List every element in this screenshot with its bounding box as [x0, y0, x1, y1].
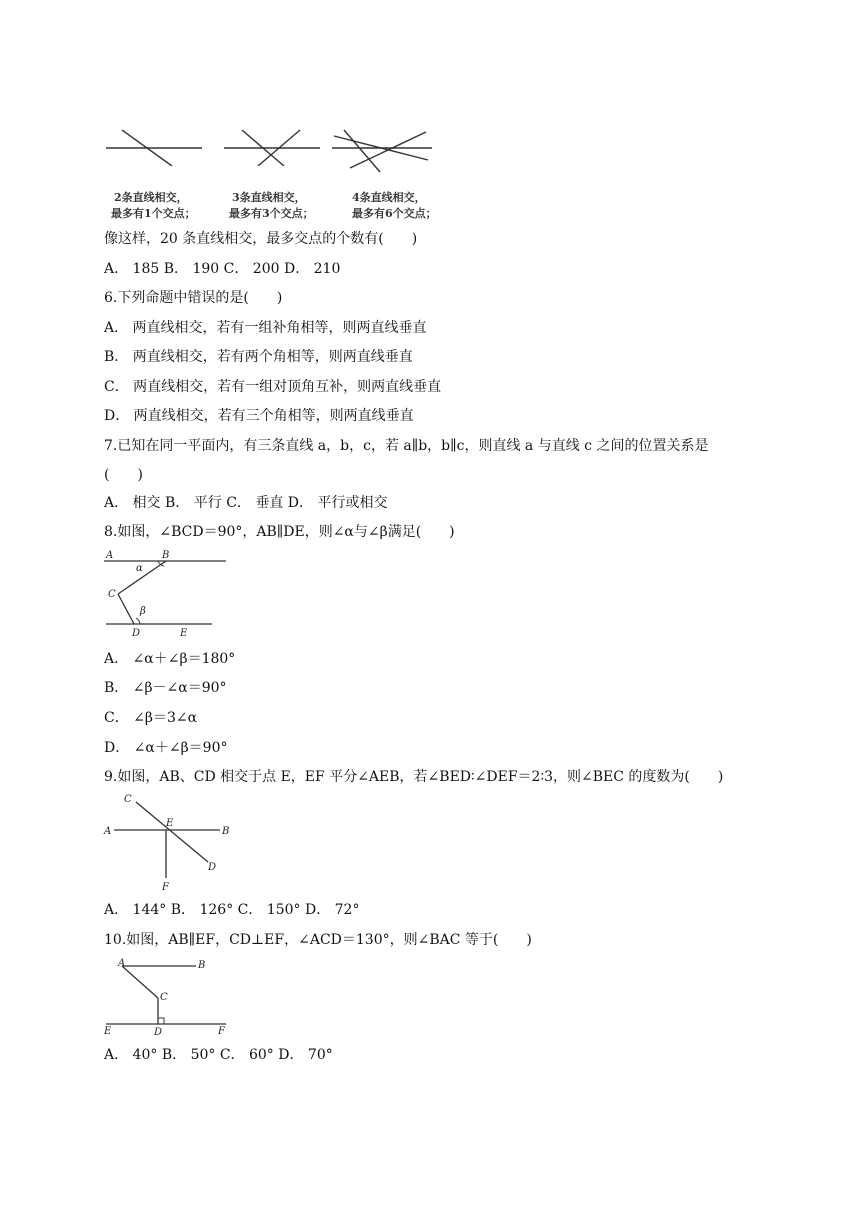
- q8-figure: [100, 546, 230, 640]
- q10-label-c: C: [160, 992, 168, 1003]
- q9-label-b: B: [222, 826, 230, 837]
- q8-option-a: A． ∠α＋∠β＝180°: [104, 651, 236, 667]
- q9-label-a: A: [104, 826, 112, 837]
- q5-figure-2-caption-line1: 3条直线相交，: [232, 191, 306, 204]
- q10-label-e: E: [104, 1026, 112, 1036]
- q7-options: A． 相交 B． 平行 C． 垂直 D． 平行或相交: [104, 495, 388, 511]
- q10-options: A． 40° B． 50° C． 60° D． 70°: [104, 1047, 333, 1063]
- q8-stem: 8.如图，∠BCD＝90°，AB∥DE，则∠α与∠β满足( ): [104, 524, 455, 540]
- q9-options: A． 144° B． 126° C． 150° D． 72°: [104, 902, 360, 918]
- q10-label-a: A: [118, 958, 126, 969]
- q6-option-a: A． 两直线相交，若有一组补角相等，则两直线垂直: [104, 320, 427, 336]
- q10-label-d: D: [154, 1027, 163, 1036]
- q9-label-f: F: [162, 882, 169, 893]
- q8-label-alpha: α: [136, 563, 143, 574]
- q9-figure: [100, 790, 232, 894]
- q10-label-b: B: [198, 960, 206, 971]
- q6-option-d: D． 两直线相交，若有三个角相等，则两直线垂直: [104, 408, 414, 424]
- q6-stem: 6.下列命题中错误的是( ): [104, 290, 283, 306]
- q8-label-b: B: [162, 550, 170, 561]
- q9-label-c: C: [124, 794, 132, 805]
- q5-options: A． 185 B． 190 C． 200 D． 210: [104, 261, 341, 277]
- q9-label-d: D: [208, 862, 217, 873]
- q5-figure-four-lines: [330, 126, 434, 174]
- q9-stem: 9.如图，AB、CD 相交于点 E，EF 平分∠AEB，若∠BED∶∠DEF＝2∶3，则∠BEC 的度数为( ): [104, 769, 724, 785]
- q7-stem-line2: ( ): [104, 467, 143, 483]
- q5-question-text: 像这样，20 条直线相交，最多交点的个数有( ): [104, 231, 418, 247]
- q8-label-e: E: [180, 628, 188, 639]
- q8-option-b: B． ∠β－∠α＝90°: [104, 680, 227, 696]
- q10-figure: [100, 954, 232, 1036]
- q5-figure-1-caption-line1: 2条直线相交，: [114, 191, 188, 204]
- q5-figure-2-caption-line2: 最多有3个交点；: [229, 207, 314, 220]
- q7-stem-line1: 7.已知在同一平面内，有三条直线 a，b，c，若 a∥b，b∥c，则直线 a 与直线 c 之间的位置关系是: [104, 438, 709, 454]
- q8-label-c: C: [108, 589, 116, 600]
- q8-label-a: A: [106, 550, 114, 561]
- q6-option-b: B． 两直线相交，若有两个角相等，则两直线垂直: [104, 349, 413, 365]
- q5-figure-3-caption-line2: 最多有6个交点；: [352, 207, 437, 220]
- q10-stem: 10.如图，AB∥EF，CD⊥EF，∠ACD＝130°，则∠BAC 等于( ): [104, 932, 532, 948]
- q6-option-c: C． 两直线相交，若有一组对顶角互补，则两直线垂直: [104, 379, 442, 395]
- q5-figure-three-lines: [222, 126, 322, 166]
- q5-figure-1-caption-line2: 最多有1个交点；: [111, 207, 196, 220]
- q10-label-f: F: [218, 1026, 225, 1036]
- q5-figure-two-lines: [104, 126, 204, 166]
- q8-label-beta: β: [140, 606, 146, 617]
- q8-option-d: D． ∠α＋∠β＝90°: [104, 740, 228, 756]
- q5-figure-3-caption-line1: 4条直线相交，: [352, 191, 426, 204]
- q9-label-e: E: [166, 818, 174, 829]
- q8-option-c: C． ∠β＝3∠α: [104, 710, 198, 726]
- q8-label-d: D: [132, 628, 141, 639]
